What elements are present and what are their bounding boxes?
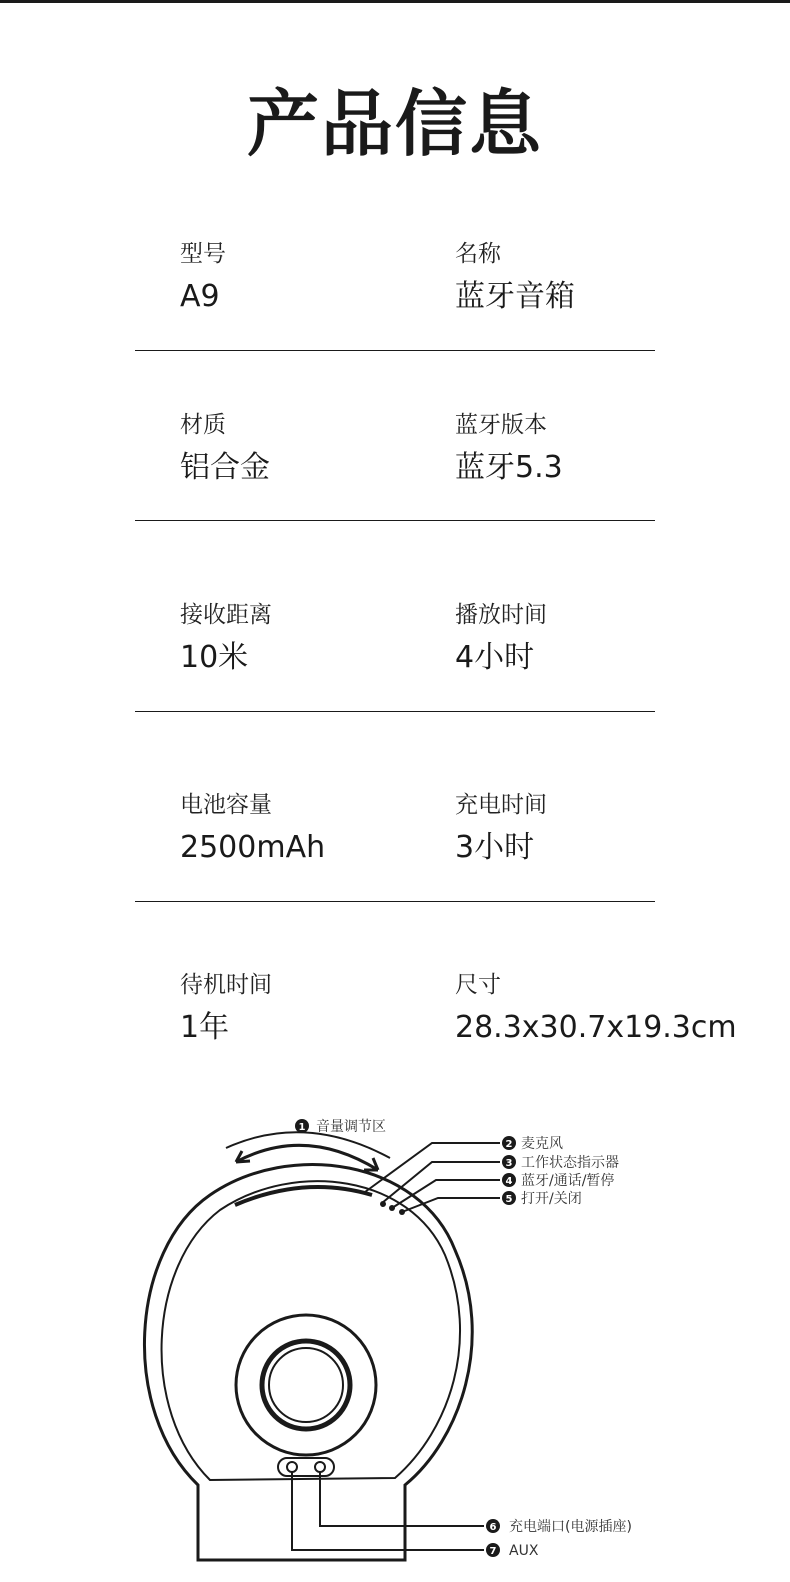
- leader-line-4: [392, 1180, 500, 1208]
- spec-value: 2500mAh: [180, 830, 326, 865]
- woofer-ring-icon: [262, 1341, 350, 1429]
- spec-label: 播放时间: [455, 602, 547, 628]
- spec-label: 待机时间: [180, 972, 272, 998]
- spec-model: [180, 243, 460, 312]
- callout-label: 蓝牙/通话/暂停: [521, 1173, 615, 1189]
- spec-label: 名称: [455, 241, 501, 267]
- callout-label: 打开/关闭: [521, 1191, 582, 1207]
- spec-play-time: [455, 604, 735, 673]
- woofer-outer-icon: [236, 1315, 376, 1455]
- indicator-dot: [380, 1201, 386, 1207]
- page-title: 产品信息: [246, 82, 543, 166]
- charge-port-icon: [287, 1462, 297, 1472]
- spec-label: 接收距离: [180, 602, 272, 628]
- spec-bluetooth-version: [455, 414, 735, 483]
- spec-name: [455, 243, 735, 312]
- speaker-body-icon: [144, 1164, 472, 1560]
- woofer-inner-icon: [269, 1348, 343, 1422]
- spec-value: 4小时: [455, 640, 535, 675]
- spec-size: [455, 974, 755, 1043]
- row-divider: [135, 711, 655, 712]
- aux-port-icon: [315, 1462, 325, 1472]
- spec-value: 铝合金: [180, 450, 270, 485]
- volume-arrow-icon: [236, 1145, 378, 1170]
- spec-charge-time: [455, 794, 735, 863]
- speaker-inner-outline-icon: [162, 1181, 460, 1480]
- spec-label: 电池容量: [180, 792, 272, 818]
- indicator-dot: [389, 1205, 395, 1211]
- top-border: [0, 0, 790, 3]
- spec-material: [180, 414, 460, 483]
- spec-range: [180, 604, 460, 673]
- callout-number: 2: [505, 1139, 513, 1150]
- spec-value: 1年: [180, 1010, 230, 1045]
- callout-number: 5: [505, 1194, 513, 1205]
- volume-slot-icon: [235, 1187, 372, 1205]
- spec-value: A9: [180, 279, 220, 314]
- callout-label: 充电端口(电源插座): [509, 1519, 632, 1535]
- spec-standby: [180, 974, 460, 1043]
- callout-number: 4: [505, 1176, 513, 1187]
- callout-label: AUX: [509, 1543, 539, 1559]
- row-divider: [135, 901, 655, 902]
- spec-label: 材质: [180, 412, 226, 438]
- spec-label: 型号: [180, 241, 226, 267]
- leader-line-3: [382, 1162, 500, 1203]
- callout-number: 1: [298, 1122, 306, 1133]
- spec-label: 尺寸: [455, 972, 501, 998]
- row-divider: [135, 520, 655, 521]
- row-divider: [135, 350, 655, 351]
- callout-number: 6: [489, 1522, 497, 1533]
- spec-value: 3小时: [455, 830, 535, 865]
- callout-label: 音量调节区: [316, 1119, 386, 1135]
- spec-value: 蓝牙5.3: [455, 450, 563, 485]
- callout-label: 工作状态指示器: [521, 1155, 619, 1171]
- spec-value: 蓝牙音箱: [455, 279, 575, 314]
- spec-value: 28.3x30.7x19.3cm: [455, 1010, 737, 1045]
- callout-number: 3: [505, 1158, 513, 1169]
- callout-number: 7: [489, 1546, 497, 1557]
- speaker-diagram: [0, 1100, 790, 1582]
- spec-value: 10米: [180, 640, 249, 675]
- callout-label: 麦克风: [521, 1136, 563, 1152]
- indicator-dot: [399, 1209, 405, 1215]
- spec-battery: [180, 794, 460, 863]
- leader-line-6: [320, 1472, 484, 1526]
- spec-label: 充电时间: [455, 792, 547, 818]
- spec-label: 蓝牙版本: [455, 412, 547, 438]
- leader-line-2: [365, 1143, 500, 1192]
